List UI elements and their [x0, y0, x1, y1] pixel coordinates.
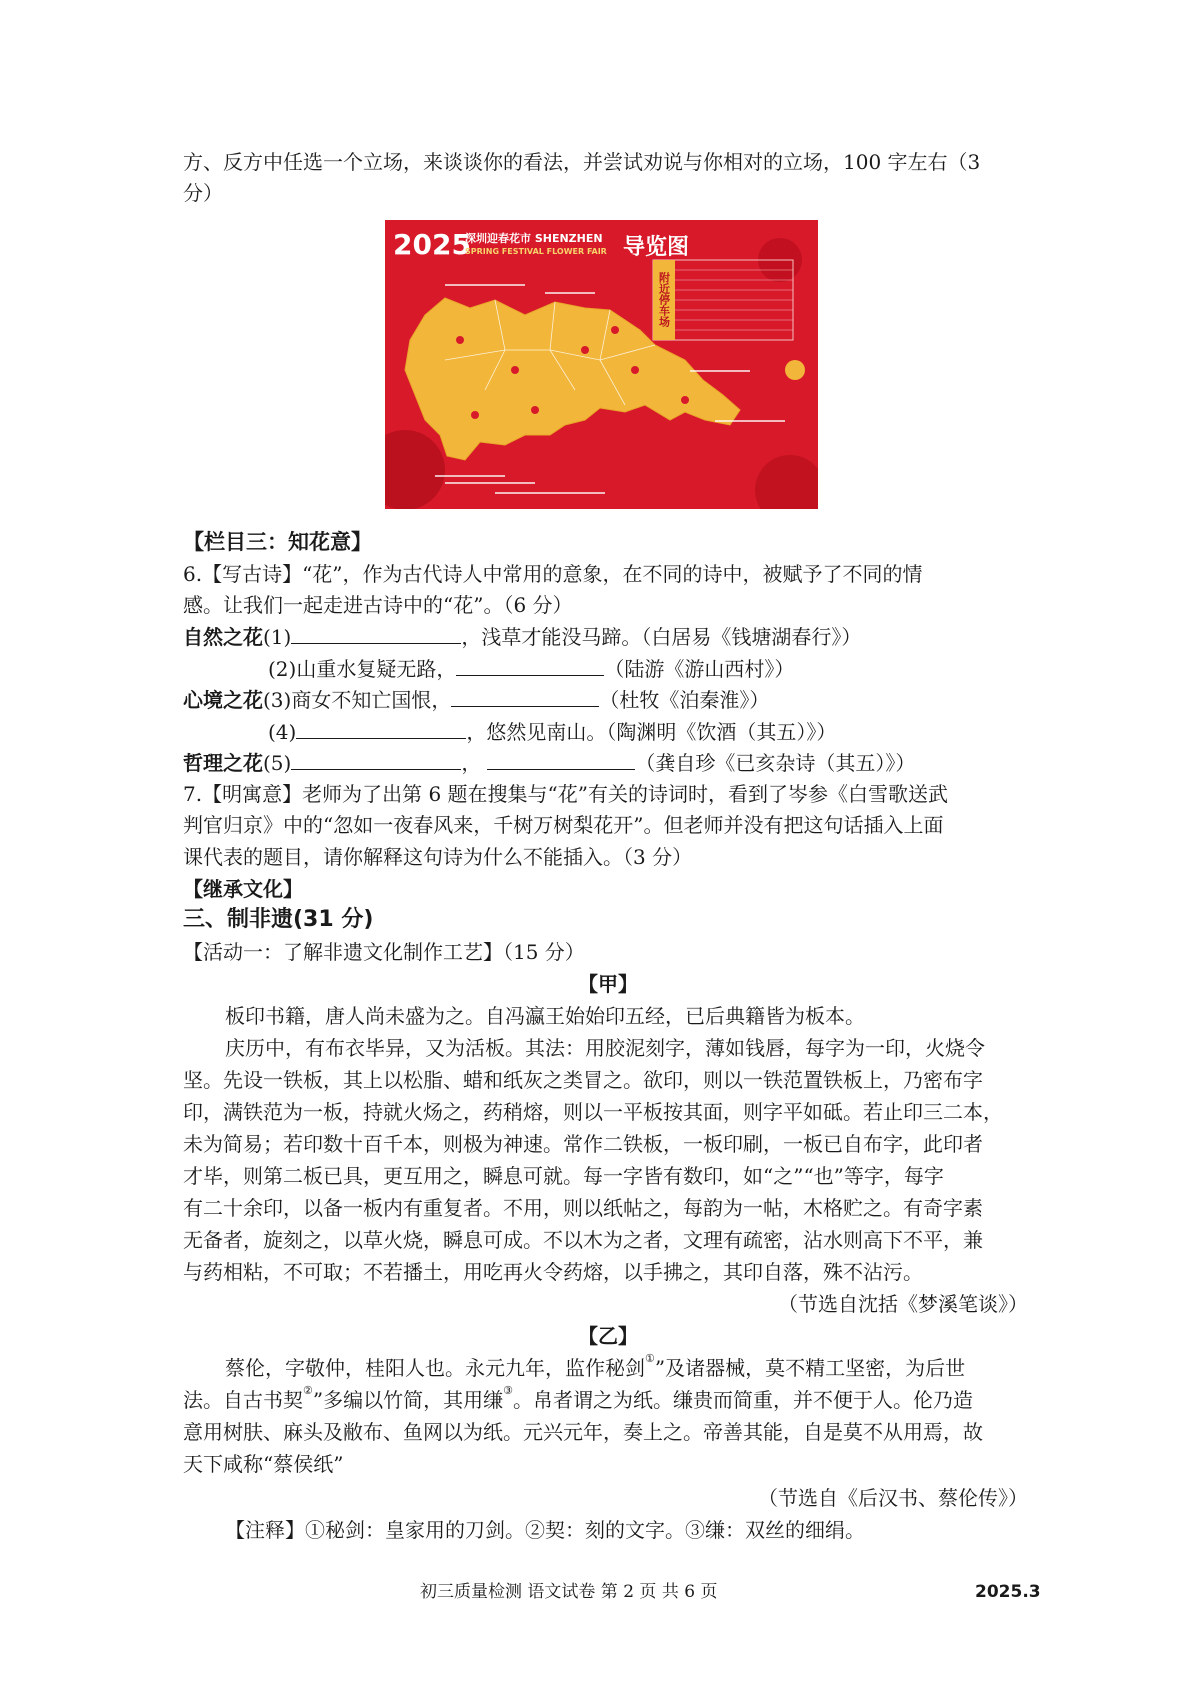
jia-para-2-line-1: 庆历中，有布衣毕异，又为活板。其法：用胶泥刻字，薄如钱唇，每字为一印，火烧令 — [225, 1036, 985, 1060]
jia-para-1: 板印书籍，唐人尚未盛为之。自冯瀛王始始印五经，已后典籍皆为板本。 — [225, 1004, 865, 1028]
q6-item-1: 自然之花(1) ，浅草才能没马蹄。（白居易《钱塘湖春行》） — [183, 621, 1033, 652]
yi-line-3: 意用树肤、麻头及敝布、鱼网以为纸。元兴元年，奏上之。帝善其能，自是莫不从用焉，故 — [183, 1420, 983, 1444]
jia-para-2-line-2: 坚。先设一铁板，其上以松脂、蜡和纸灰之类冒之。欲印，则以一铁范置铁板上，乃密布字 — [183, 1068, 983, 1092]
jia-source: （节选自沈括《梦溪笔谈》） — [778, 1292, 1028, 1316]
jia-para-2-line-8: 与药相粘，不可取；不若播土，用吃再火令药熔，以手拂之，其印自落，殊不沾污。 — [183, 1260, 923, 1284]
page-footer: 初三质量检测 语文试卷 第 2 页 共 6 页 — [420, 1582, 718, 1602]
intro-line-1: 方、反方中任选一个立场，来谈谈你的看法，并尝试劝说与你相对的立场，100 字左右（3 — [183, 150, 981, 174]
jia-para-2-line-3: 印，满铁范为一板，持就火炀之，药稍熔，则以一平板按其面，则字平如砥。若止印三二本， — [183, 1100, 1003, 1124]
poster-title-cn: 深圳迎春花市 SHENZHEN — [465, 232, 603, 245]
intro-line-2: 分） — [183, 181, 223, 205]
footnote-mark-2: ② — [303, 1384, 313, 1397]
q6-line-1: 6.【写古诗】“花”，作为古代诗人中常用的意象，在不同的诗中，被赋予了不同的情 — [183, 562, 923, 586]
q6-line-2: 感。让我们一起走进古诗中的“花”。（6 分） — [183, 593, 573, 617]
yi-source: （节选自《后汉书、蔡伦传》） — [758, 1486, 1028, 1510]
poster-map-graphic — [385, 220, 818, 509]
q7-line-3: 课代表的题目，请你解释这句诗为什么不能插入。（3 分） — [183, 845, 693, 869]
q6-item-4: (4) ，悠然见南山。（陶渊明《饮酒（其五）》） — [268, 716, 1118, 747]
poster-title-big: 导览图 — [623, 235, 690, 260]
blank-2[interactable] — [456, 653, 604, 676]
part-3-heading: 三、制非遗(31 分) — [183, 907, 374, 932]
activity-1-heading: 【活动一：了解非遗文化制作工艺】（15 分） — [183, 940, 585, 964]
yi-line-2: 法。自古书契②”多编以竹简，其用缣③。帛者谓之为纸。缣贵而简重，并不便于人。伦乃造 — [183, 1384, 973, 1412]
jia-para-2-line-7: 无备者，旋刻之，以草火烧，瞬息可成。不以木为之者，文理有疏密，沾水则高下不平，兼 — [183, 1228, 983, 1252]
category-mood: 心境之花 — [183, 688, 263, 712]
footer-date: 2025.3 — [975, 1582, 1041, 1602]
passage-yi-label: 【乙】 — [578, 1324, 638, 1348]
q6-item-5: 哲理之花(5) ， （龚自珍《已亥杂诗（其五）》） — [183, 747, 1033, 778]
q6-item-3: 心境之花(3)商女不知亡国恨， （杜牧《泊秦淮》） — [183, 684, 1033, 715]
heading-inherit-culture: 【继承文化】 — [183, 877, 303, 901]
jia-para-2-line-5: 才毕，则第二板已具，更互用之，瞬息可就。每一字皆有数印，如“之”“也”等字，每字 — [183, 1164, 944, 1188]
footnote-mark-3: ③ — [503, 1384, 513, 1397]
yi-line-1: 蔡伦，字敬仲，桂阳人也。永元九年，监作秘剑①”及诸器械，莫不精工坚密，为后世 — [225, 1352, 966, 1380]
q7-line-1: 7.【明寓意】老师为了出第 6 题在搜集与“花”有关的诗词时，看到了岑参《白雪歌送武 — [183, 782, 948, 806]
yi-notes: 【注释】①秘剑：皇家用的刀剑。②契：刻的文字。③缣：双丝的细绢。 — [225, 1518, 865, 1542]
q6-item-2: (2)山重水复疑无路， （陆游《游山西村》） — [268, 653, 1118, 684]
blank-3[interactable] — [451, 684, 599, 707]
yi-line-4: 天下咸称“蔡侯纸” — [183, 1452, 344, 1476]
section-heading-know-flower: 【栏目三：知花意】 — [183, 530, 372, 554]
category-natural: 自然之花 — [183, 625, 263, 649]
blank-5b[interactable] — [487, 747, 635, 770]
poster-title-en: SPRING FESTIVAL FLOWER FAIR — [465, 247, 607, 256]
passage-jia-label: 【甲】 — [578, 972, 638, 996]
blank-5a[interactable] — [291, 747, 461, 770]
poster-parking-label: 附近停车场 — [657, 272, 671, 327]
q7-line-2: 判官归京》中的“忽如一夜春风来，千树万树梨花开”。但老师并没有把这句话插入上面 — [183, 813, 944, 837]
footnote-mark-1: ① — [645, 1352, 655, 1365]
blank-4[interactable] — [296, 716, 466, 739]
category-philosophy: 哲理之花 — [183, 751, 263, 775]
blank-1[interactable] — [291, 621, 461, 644]
poster-year: 2025 — [393, 228, 471, 261]
jia-para-2-line-4: 未为简易；若印数十百千本，则极为神速。常作二铁板，一板印刷，一板已自布字，此印者 — [183, 1132, 983, 1156]
jia-para-2-line-6: 有二十余印，以备一板内有重复者。不用，则以纸帖之，每韵为一帖，木格贮之。有奇字素 — [183, 1196, 983, 1220]
flower-fair-guide-poster — [385, 220, 818, 509]
